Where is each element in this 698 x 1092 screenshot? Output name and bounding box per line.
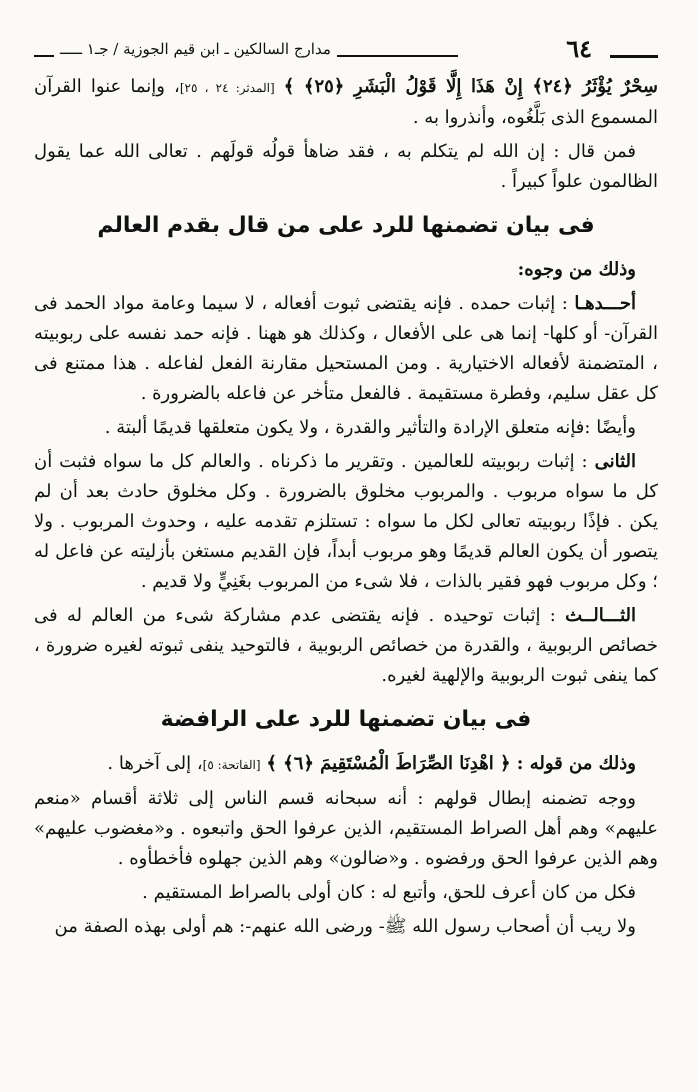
point-label-second: الثانى bbox=[594, 451, 636, 472]
paragraph-first bbox=[34, 289, 658, 409]
paragraph-division: ووجه تضمنه إبطال قولهم : أنه سبحانه قسم الناس إلى ثلاثة أقسام «منعم عليهم» وهم أهل الصراط المستقيم، الذين عرفوا الحق واتبعوه . و«مغضوب عليهم» وهم الذين عرفوا الحق ورفضوه . و«ضالون» وهم الذين جهلوه فأخطأوه . bbox=[34, 788, 658, 869]
page-body bbox=[34, 72, 658, 946]
paragraph-quran-quote bbox=[34, 72, 658, 133]
section-heading-eternity: فى بيان تضمنها للرد على من قال بقدم العالم bbox=[97, 213, 595, 238]
intro-text: وذلك من قوله : bbox=[510, 753, 636, 774]
paragraph-every: فكل من كان أعرف للحق، وأتبع له : كان أولى بالصراط المستقيم . bbox=[142, 882, 636, 903]
paragraph-text: : إثبات توحيده . فإنه يقتضى عدم مشاركة شىء من العالم له فى خصائص الربوبية ، والقدرة من خصائص الربوبية ، فالتوحيد ينفى ثبوته لغيره ضرورة ، كما ينفى ثبوت الربوبية والإلهية لغيره. bbox=[34, 605, 658, 686]
quran-quote: ﴿ اهْدِنَا الصِّرَاطَ الْمُسْتَقِيمَ ﴿٦﴾ ﴾ bbox=[266, 753, 511, 774]
page-header bbox=[34, 34, 658, 64]
paragraph-second bbox=[34, 447, 658, 597]
paragraph-also: وأيضًا :فإنه متعلق الإرادة والتأثير والقدرة ، ولا يكون متعلقها قديمًا ألبتة . bbox=[104, 417, 636, 438]
section-intro: وذلك من وجوه: bbox=[517, 259, 636, 280]
paragraph-text: : إثبات حمده . فإنه يقتضى ثبوت أفعاله ، لا سيما وعامة مواد الحمد فى القرآن- أو كلها- إنما هى على الأفعال ، وكذلك هو ههنا . فإنه حمد نفسه على ربوبيته ، المتضمنة لأفعاله الاختيارية . ومن المستحيل مقارنة الفعل لفاعله . هذا ممتنع فى كل عقل سليم، وفطرة مستقيمة . فالفعل متأخر عن فاعله بالضرورة . bbox=[34, 293, 658, 404]
point-label-first: أحـــدهـا bbox=[574, 293, 636, 314]
paragraph-companions: ولا ريب أن أصحاب رسول الله ﷺ- ورضى الله عنهم-: هم أولى بهذه الصفة من bbox=[54, 916, 636, 937]
paragraph-third bbox=[34, 601, 658, 691]
page-number-dash bbox=[610, 55, 658, 58]
paragraph-speech: فمن قال : إن الله لم يتكلم به ، فقد ضاهأ قولُه قولَهم . تعالى الله عما يقول الظالمون علواً كبيراً . bbox=[34, 141, 658, 192]
quran-quote: سِحْرٌ يُؤْثَرُ ﴿٢٤﴾ إِنْ هَذَا إِلَّا قَوْلُ الْبَشَرِ ﴿٢٥﴾ ﴾ bbox=[283, 76, 658, 97]
paragraph-intro-verse bbox=[34, 749, 658, 780]
intro-tail: ، إلى آخرها . bbox=[107, 753, 203, 774]
point-label-third: الثـــالــث bbox=[565, 605, 636, 626]
section-heading-rafida: فى بيان تضمنها للرد على الرافضة bbox=[160, 707, 532, 732]
verse-reference: [الفاتحة: ٥] bbox=[202, 758, 261, 772]
paragraph-text: : إثبات ربوبيته للعالمين . وتقرير ما ذكرناه . والعالم كل ما سواه فثبت أن كل ما سواه مربوب . والمربوب مخلوق بالضرورة . وكل مخلوق حادث بعد أن لم يكن . فإذًا ربوبيته تعالى لكل ما سواه : تستلزم تقدمه عليه ، وحدوث المربوب . ولا يتصور أن يكون العالم قديمًا وهو مربوب أبداً، فإن القديم مستغن بأزليته عن فاعل له ؛ وكل مربوب فهو فقير بالذات ، فلا شىء من المربوب بغَنِيٍّ ولا قديم . bbox=[34, 451, 658, 592]
paragraph-text: ، وإنما عنوا القرآن المسموع الذى بَلَّغُوه، وأنذروا به . bbox=[34, 76, 658, 128]
page-number: ٦٤ bbox=[560, 34, 598, 63]
running-title: مدارج السالكين ـ ابن قيم الجوزية / جـ١ ـــــ bbox=[54, 40, 337, 58]
verse-reference: [المدثر: ٢٤ ، ٢٥] bbox=[179, 81, 275, 95]
